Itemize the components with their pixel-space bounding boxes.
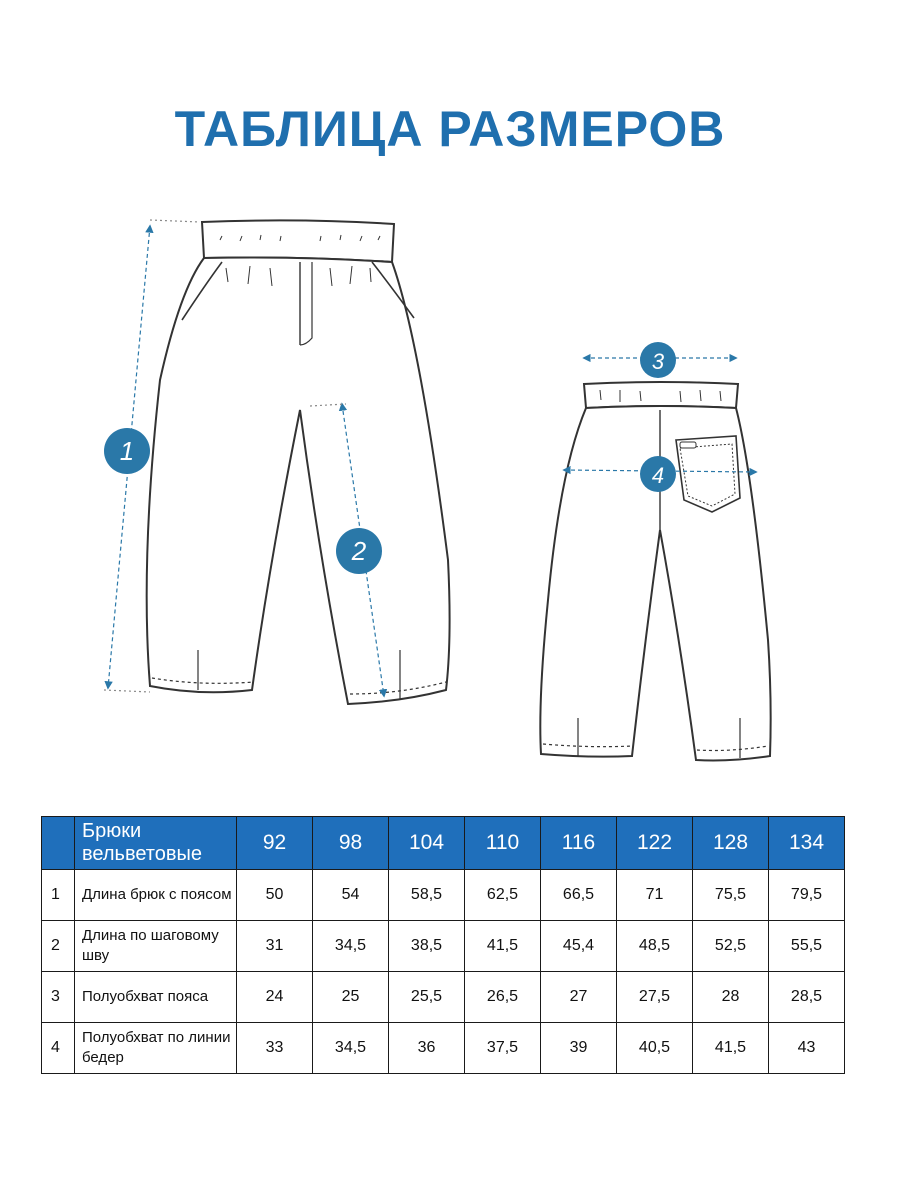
pants-back-view bbox=[540, 382, 770, 761]
table-cell: 41,5 bbox=[693, 1023, 769, 1074]
badge-2 bbox=[336, 528, 382, 574]
table-cell: 71 bbox=[617, 870, 693, 921]
svg-text:4: 4 bbox=[651, 463, 665, 488]
table-row bbox=[42, 921, 845, 972]
row-number: 2 bbox=[42, 921, 75, 972]
table-cell: 28 bbox=[693, 972, 769, 1023]
table-cell: 75,5 bbox=[693, 870, 769, 921]
header-size: 116 bbox=[541, 817, 617, 870]
svg-text:3: 3 bbox=[651, 349, 665, 374]
badge-4 bbox=[640, 456, 676, 492]
table-row bbox=[42, 1023, 845, 1074]
header-size: 134 bbox=[769, 817, 845, 870]
header-size: 128 bbox=[693, 817, 769, 870]
table-cell: 55,5 bbox=[769, 921, 845, 972]
table-cell: 36 bbox=[389, 1023, 465, 1074]
table-cell: 27,5 bbox=[617, 972, 693, 1023]
svg-text:1: 1 bbox=[119, 436, 135, 466]
header-num-cell bbox=[42, 817, 75, 870]
header-size: 98 bbox=[313, 817, 389, 870]
table-cell: 52,5 bbox=[693, 921, 769, 972]
table-cell: 31 bbox=[237, 921, 313, 972]
table-cell: 54 bbox=[313, 870, 389, 921]
table-cell: 24 bbox=[237, 972, 313, 1023]
table-header-row bbox=[42, 817, 845, 870]
header-size: 92 bbox=[237, 817, 313, 870]
table-cell: 43 bbox=[769, 1023, 845, 1074]
table-cell: 28,5 bbox=[769, 972, 845, 1023]
table-cell: 34,5 bbox=[313, 1023, 389, 1074]
row-number: 3 bbox=[42, 972, 75, 1023]
table-cell: 40,5 bbox=[617, 1023, 693, 1074]
badge-1 bbox=[104, 428, 150, 474]
table-cell: 50 bbox=[237, 870, 313, 921]
table-cell: 33 bbox=[237, 1023, 313, 1074]
header-size: 122 bbox=[617, 817, 693, 870]
svg-text:2: 2 bbox=[351, 536, 367, 566]
row-number: 1 bbox=[42, 870, 75, 921]
table-cell: 25,5 bbox=[389, 972, 465, 1023]
table-cell: 45,4 bbox=[541, 921, 617, 972]
header-product-label: Брюки вельветовые bbox=[75, 817, 237, 870]
table-cell: 66,5 bbox=[541, 870, 617, 921]
table-row bbox=[42, 972, 845, 1023]
table-cell: 48,5 bbox=[617, 921, 693, 972]
table-cell: 39 bbox=[541, 1023, 617, 1074]
table-cell: 41,5 bbox=[465, 921, 541, 972]
table-cell: 79,5 bbox=[769, 870, 845, 921]
table-cell: 27 bbox=[541, 972, 617, 1023]
row-label: Полуобхват пояса bbox=[75, 972, 237, 1023]
row-number: 4 bbox=[42, 1023, 75, 1074]
table-cell: 37,5 bbox=[465, 1023, 541, 1074]
size-table bbox=[41, 816, 845, 1074]
page-title: ТАБЛИЦА РАЗМЕРОВ bbox=[174, 101, 726, 157]
table-cell: 25 bbox=[313, 972, 389, 1023]
pants-front-view bbox=[147, 220, 450, 704]
header-size: 104 bbox=[389, 817, 465, 870]
table-cell: 38,5 bbox=[389, 921, 465, 972]
row-label: Длина брюк с поясом bbox=[75, 870, 237, 921]
table-cell: 34,5 bbox=[313, 921, 389, 972]
table-row bbox=[42, 870, 845, 921]
row-label: Полуобхват по линии бедер bbox=[75, 1023, 237, 1074]
table-cell: 62,5 bbox=[465, 870, 541, 921]
badge-3 bbox=[640, 342, 676, 378]
row-label: Длина по шаговому шву bbox=[75, 921, 237, 972]
header-size: 110 bbox=[465, 817, 541, 870]
table-cell: 58,5 bbox=[389, 870, 465, 921]
table-cell: 26,5 bbox=[465, 972, 541, 1023]
